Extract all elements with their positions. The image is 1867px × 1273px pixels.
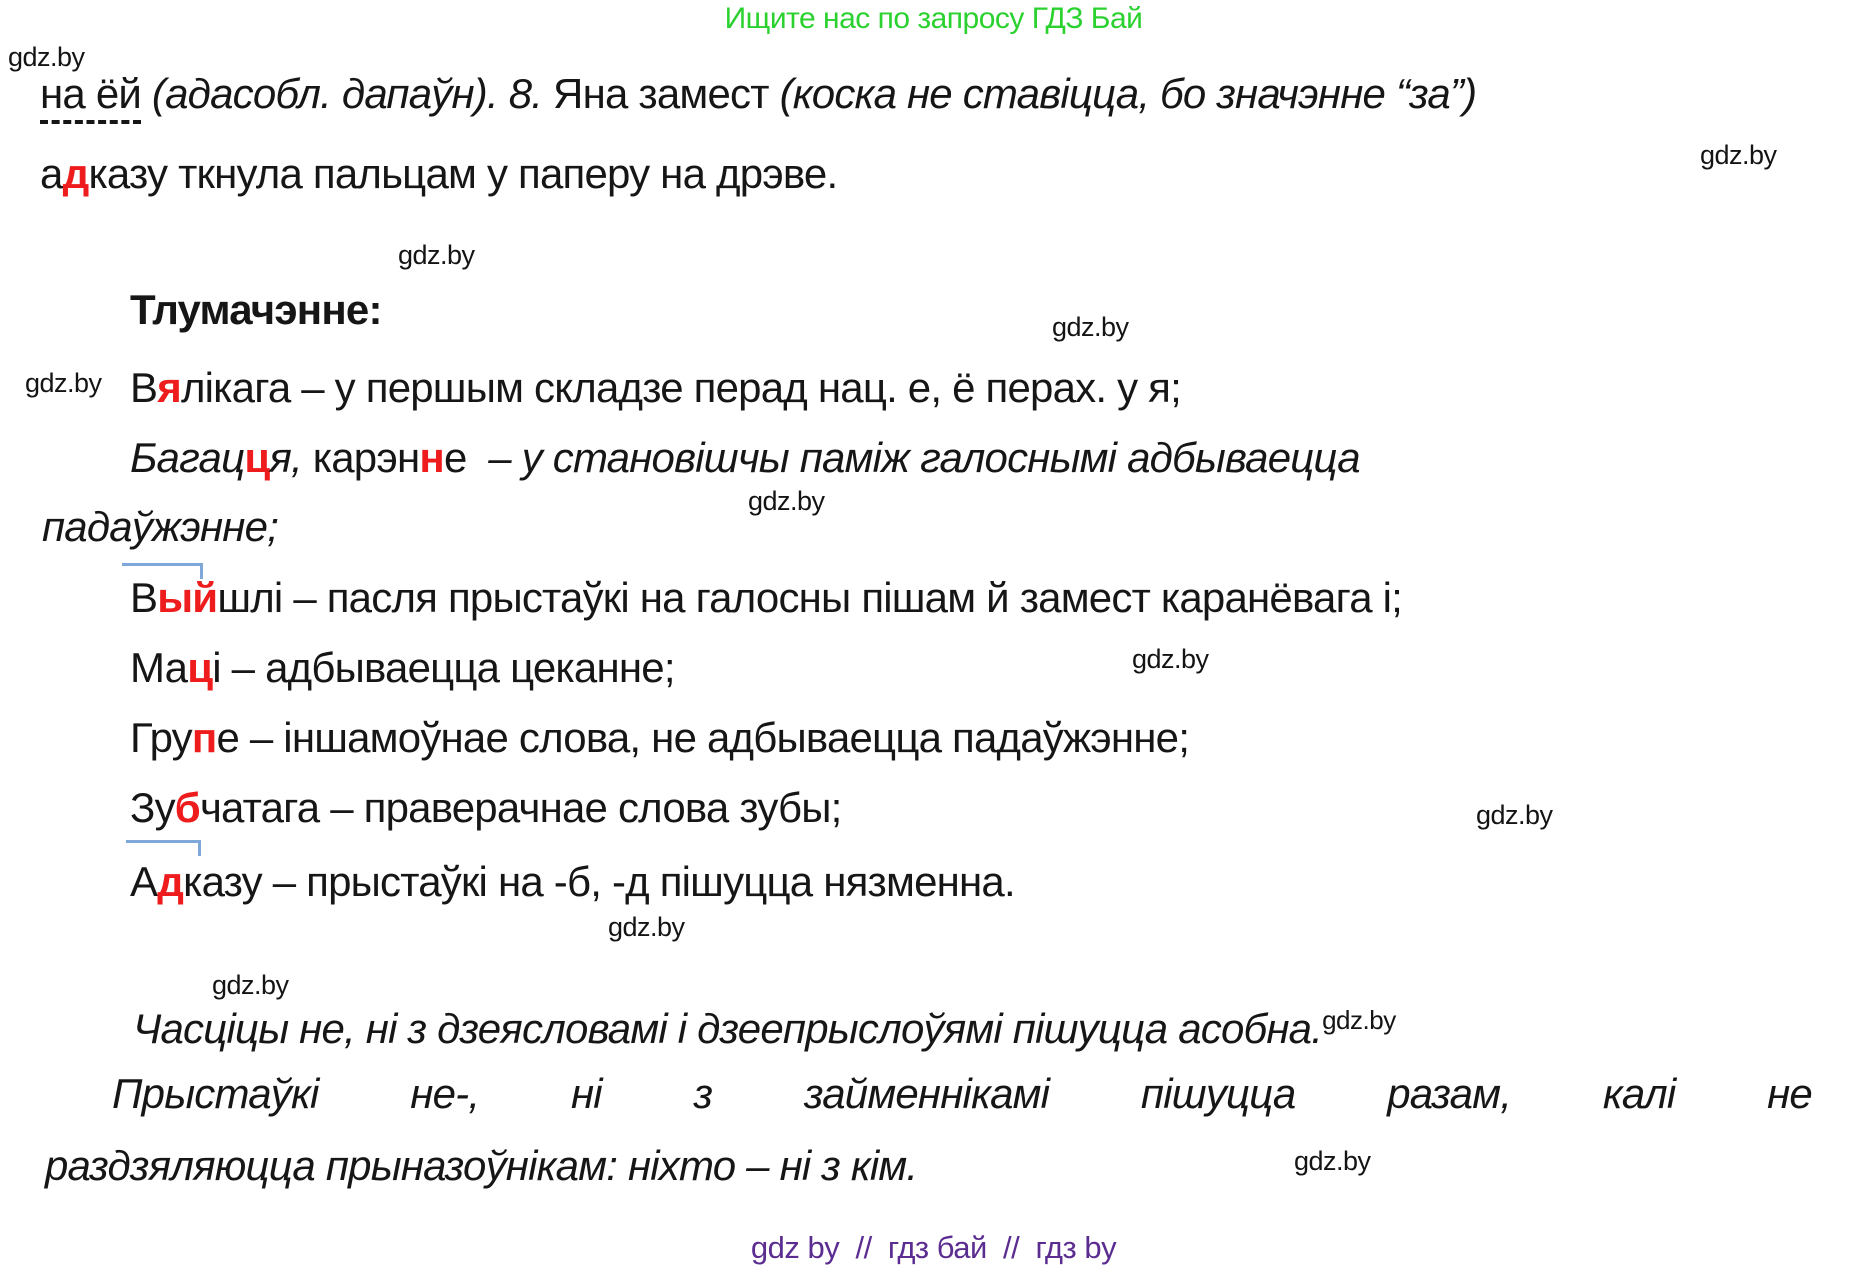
highlighted-letter: д	[157, 858, 184, 905]
text-run: е – іншамоўнае слова, не адбываецца падаўжэнне;	[216, 714, 1190, 761]
explanation-item-maci	[130, 642, 675, 694]
watermark: gdz.by	[1700, 140, 1777, 170]
footer-search-queries: gdz by // гдз бай // гдз by	[750, 1230, 1117, 1265]
text-run: Гру	[130, 714, 192, 761]
watermark: gdz.by	[8, 42, 85, 72]
explanation-item-bagaccia-wrap: падаўжэнне;	[42, 503, 279, 550]
answer-text-line-2	[40, 148, 837, 200]
text-run: шлі – пасля прыстаўкі на галосны пішам й замест каранёвага і;	[217, 574, 1403, 621]
text-run: лікага – у першым складзе перад нац. е, ё перах. у я;	[180, 364, 1181, 411]
explanation-item-adkazu	[130, 856, 1015, 908]
highlighted-letter: д	[62, 150, 89, 197]
watermark: gdz.by	[25, 368, 102, 398]
watermark: gdz.by	[748, 486, 825, 516]
rule-prefixes-line-1: Прыстаўкі не-, ні з займеннікамі пішуцца разам, калі не	[112, 1070, 1812, 1117]
prefix-bracket-icon	[126, 840, 201, 856]
punctuation-comment: (коска не ставіцца, бо значэнне “за”)	[779, 70, 1477, 117]
text-run: В	[130, 364, 158, 411]
text-run: і – адбываецца цеканне;	[212, 644, 675, 691]
text-run: чатага – праверачнае слова зубы;	[199, 784, 842, 831]
highlighted-letter: ый	[157, 574, 218, 621]
text-run: казу ткнула пальцам у паперу на дрэве.	[88, 150, 838, 197]
promo-banner: Ищите нас по запросу ГДЗ Бай	[724, 2, 1143, 35]
watermark: gdz.by	[1294, 1146, 1371, 1176]
text-run: Ма	[130, 644, 188, 691]
highlighted-letter: н	[419, 434, 444, 481]
text-run: – у становішчы паміж галоснымі адбываецца	[488, 434, 1360, 481]
text-run: А	[130, 858, 158, 905]
rule-particles	[133, 994, 1396, 1055]
explanation-item-zubchataga	[130, 782, 842, 834]
answer-plain-text: Яна замест	[553, 70, 769, 117]
rule-prefixes-line-2: раздзяляюцца прыназоўнікам: ніхто – ні з кім.	[45, 1142, 918, 1189]
text-run: я,	[269, 434, 302, 481]
text-run: Часціцы не, ні з дзеясловамі і дзеепрыслоўямі пішуцца асобна.	[133, 1005, 1323, 1052]
text-run: В	[130, 574, 158, 621]
highlighted-letter: б	[174, 784, 200, 831]
highlighted-letter: ц	[187, 644, 213, 691]
watermark: gdz.by	[1322, 1005, 1396, 1035]
answer-text-line-1	[40, 68, 1476, 120]
text-run: Зу	[130, 784, 175, 831]
text-run: Багац	[130, 434, 245, 481]
watermark: gdz.by	[1052, 312, 1129, 342]
watermark: gdz.by	[212, 970, 289, 1000]
highlighted-letter: п	[191, 714, 217, 761]
explanation-item-vyishli	[130, 572, 1402, 624]
watermark: gdz.by	[398, 240, 475, 270]
text-run: казу – прыстаўкі на -б, -д пішуцца нязменна.	[183, 858, 1015, 905]
highlighted-letter: я	[157, 364, 181, 411]
highlighted-letter: ц	[244, 434, 270, 481]
underlined-phrase: на ёй	[40, 70, 141, 124]
text-run: карэн	[312, 434, 420, 481]
explanation-item-grupe	[130, 712, 1189, 764]
text-run: е	[443, 434, 478, 481]
text-run: а	[40, 150, 63, 197]
watermark: gdz.by	[608, 912, 685, 942]
watermark: gdz.by	[1132, 644, 1209, 674]
explanation-heading: Тлумачэнне:	[130, 286, 382, 333]
grammar-note: (адасобл. дапаўн). 8.	[151, 70, 543, 117]
explanation-item-vyalikaga	[130, 362, 1181, 414]
watermark: gdz.by	[1476, 800, 1553, 830]
explanation-item-bagaccia	[130, 432, 1360, 484]
